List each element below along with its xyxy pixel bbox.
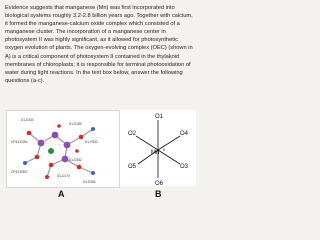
residue-label: D1-H332	[85, 140, 98, 144]
octahedral-complex-drawing	[120, 110, 196, 186]
residue-label: CP43-E354	[11, 140, 28, 144]
residue-label: D1-E333	[21, 118, 34, 122]
ligand-o2: O2	[128, 131, 137, 137]
residue-label: D1-D170	[57, 174, 70, 178]
figure-b-label: B	[155, 189, 162, 199]
figure-a-label: A	[58, 189, 65, 199]
question-passage: Evidence suggests that manganese (Mn) was first incorporated into biological systems roughly 3.2-2.8 billion years ago. Together with calcium, it formed the manganese-calcium oxide complex which consisted of a manganese cluster. The incorporation of a manganese center in photosystem II was highly significant, as it allowed for photosynthetic oxygen evolution of plants. The oxygen-evolving complex (OEC) (shown in A) is a critical component of photosystem II contained in the thylakoid membranes of chloroplasts; it is responsible for terminal photooxidation of water during light reactions. In the text box below, answer the following questions (a-c).	[5, 5, 193, 84]
octahedral-complex-figure	[120, 110, 196, 186]
oec-structure-figure	[6, 110, 120, 188]
ligand-o6: O6	[155, 181, 164, 186]
metal-charge: II	[163, 147, 166, 152]
metal-center: Mn	[151, 150, 160, 156]
oec-structure-drawing	[7, 111, 119, 187]
ligand-o3: O3	[180, 164, 189, 170]
residue-label: D1-E354	[83, 180, 96, 184]
ligand-o4: O4	[180, 131, 189, 137]
residue-label: CP43-R357	[11, 170, 28, 174]
residue-label: D1-D342	[69, 158, 82, 162]
ligand-o5: O5	[128, 164, 137, 170]
residue-label: D1-E189	[69, 122, 82, 126]
ligand-o1: O1	[155, 114, 164, 120]
